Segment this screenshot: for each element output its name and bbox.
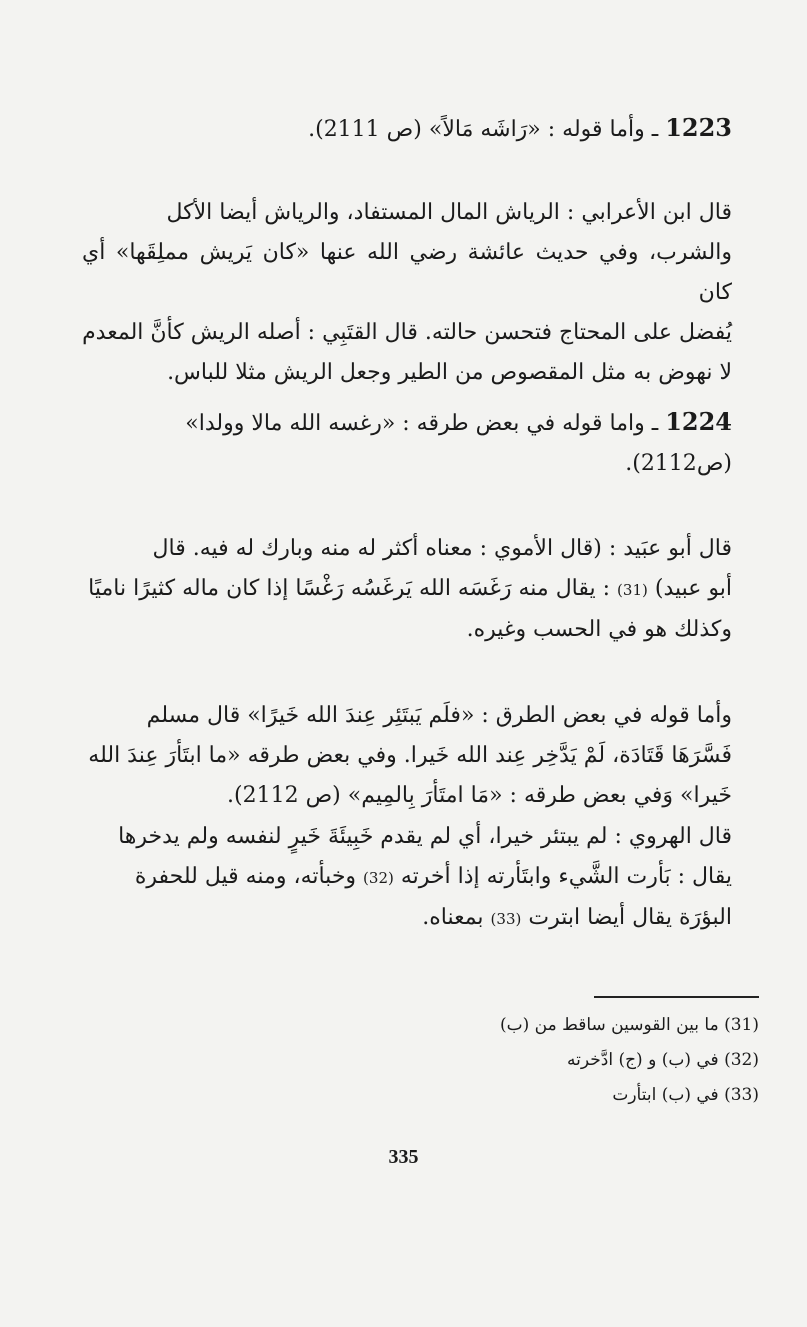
footnote-31: (31) ما بين القوسين ساقط من (ب) [499, 1015, 759, 1035]
text-line: قال أبو عبَيد : (قال الأموي : معناه أكثر له منه وبارك له فيه. قال [152, 536, 732, 561]
entry-text-line2: (ص2112). [625, 451, 732, 476]
entry-number: 1223 [665, 113, 732, 142]
paragraph-harawi [82, 817, 732, 939]
page-number: 335 [388, 1146, 419, 1168]
text-line [82, 569, 732, 610]
paragraph-turuq [82, 696, 732, 816]
text-line: لا نهوض به مثل المقصوص من الطير وجعل الريش مثلا للباس. [167, 360, 732, 385]
text-segment: البؤرَة يقال أيضا ابترت [528, 905, 732, 930]
entry-number: 1224 [665, 407, 732, 436]
entry-text: ـ واما قوله في بعض طرقه : «رغسه الله مالا وولدا» [185, 411, 659, 436]
paragraph-ibn-arabi [82, 193, 732, 393]
text-line: وأما قوله في بعض الطرق : «فلَم يَبتَئِر عِندَ الله خَيرًا» قال مسلم [146, 703, 732, 728]
text-line [82, 857, 732, 898]
paragraph-abu-ubayd [82, 529, 732, 650]
footnote-divider [594, 996, 759, 998]
footnotes [359, 1008, 759, 1113]
text-segment: بمعناه. [422, 905, 484, 930]
text-segment: أبو عبيد) [654, 576, 732, 601]
entry-text: ـ وأما قوله : «رَاشَه مَالاً» (ص 2111). [308, 117, 659, 142]
footnote-ref-33: (33) [490, 910, 522, 928]
text-segment: : يقال منه رَغَسَه الله يَرغَسُه رَغْسًا إذا كان ماله كثيرًا ناميًا [88, 576, 611, 601]
footnote-33: (33) في (ب) ابتأرت [612, 1085, 759, 1105]
text-segment: وخبأته، ومنه قيل للحفرة [134, 864, 357, 889]
entry-1224-heading [82, 402, 732, 484]
entry-1223-heading [82, 108, 732, 150]
text-segment: يقال : بَأرت الشَّيء وابتَأرته إذا أخرته [400, 864, 732, 889]
footnote-32: (32) في (ب) و (ج) ادَّخرته [567, 1050, 759, 1070]
text-line: خَيرا» وَفي بعض طرقه : «مَا امتَأرَ بِالمِيم» (ص 2112). [227, 783, 732, 808]
text-line [82, 898, 732, 939]
text-line: وكذلك هو في الحسب وغيره. [466, 617, 732, 642]
text-line: فَسَّرَهَا قَتَادَة، لَمْ يَدَّخِر عِند الله خَيرا. وفي بعض طرقه «ما ابتَأرَ عِندَ الله [88, 743, 732, 768]
text-line: قال الهروي : لم يبتئر خيرا، أي لم يقدم خَبِيئَةَ خَيرٍ لنفسه ولم يدخرها [118, 824, 732, 849]
footnote-ref-31: (31) [617, 581, 648, 599]
footnote-ref-32: (32) [363, 869, 394, 887]
text-line: يُفضل على المحتاج فتحسن حالته. قال القتَبِي : أصله الريش كأنَّ المعدم [82, 320, 732, 345]
text-line: قال ابن الأعرابي : الرياش المال المستفاد، والرياش أيضا الأكل [166, 200, 732, 225]
text-line: والشرب، وفي حديث عائشة رضي الله عنها «كان يَريش مملِقَها» أي كان [82, 240, 732, 305]
